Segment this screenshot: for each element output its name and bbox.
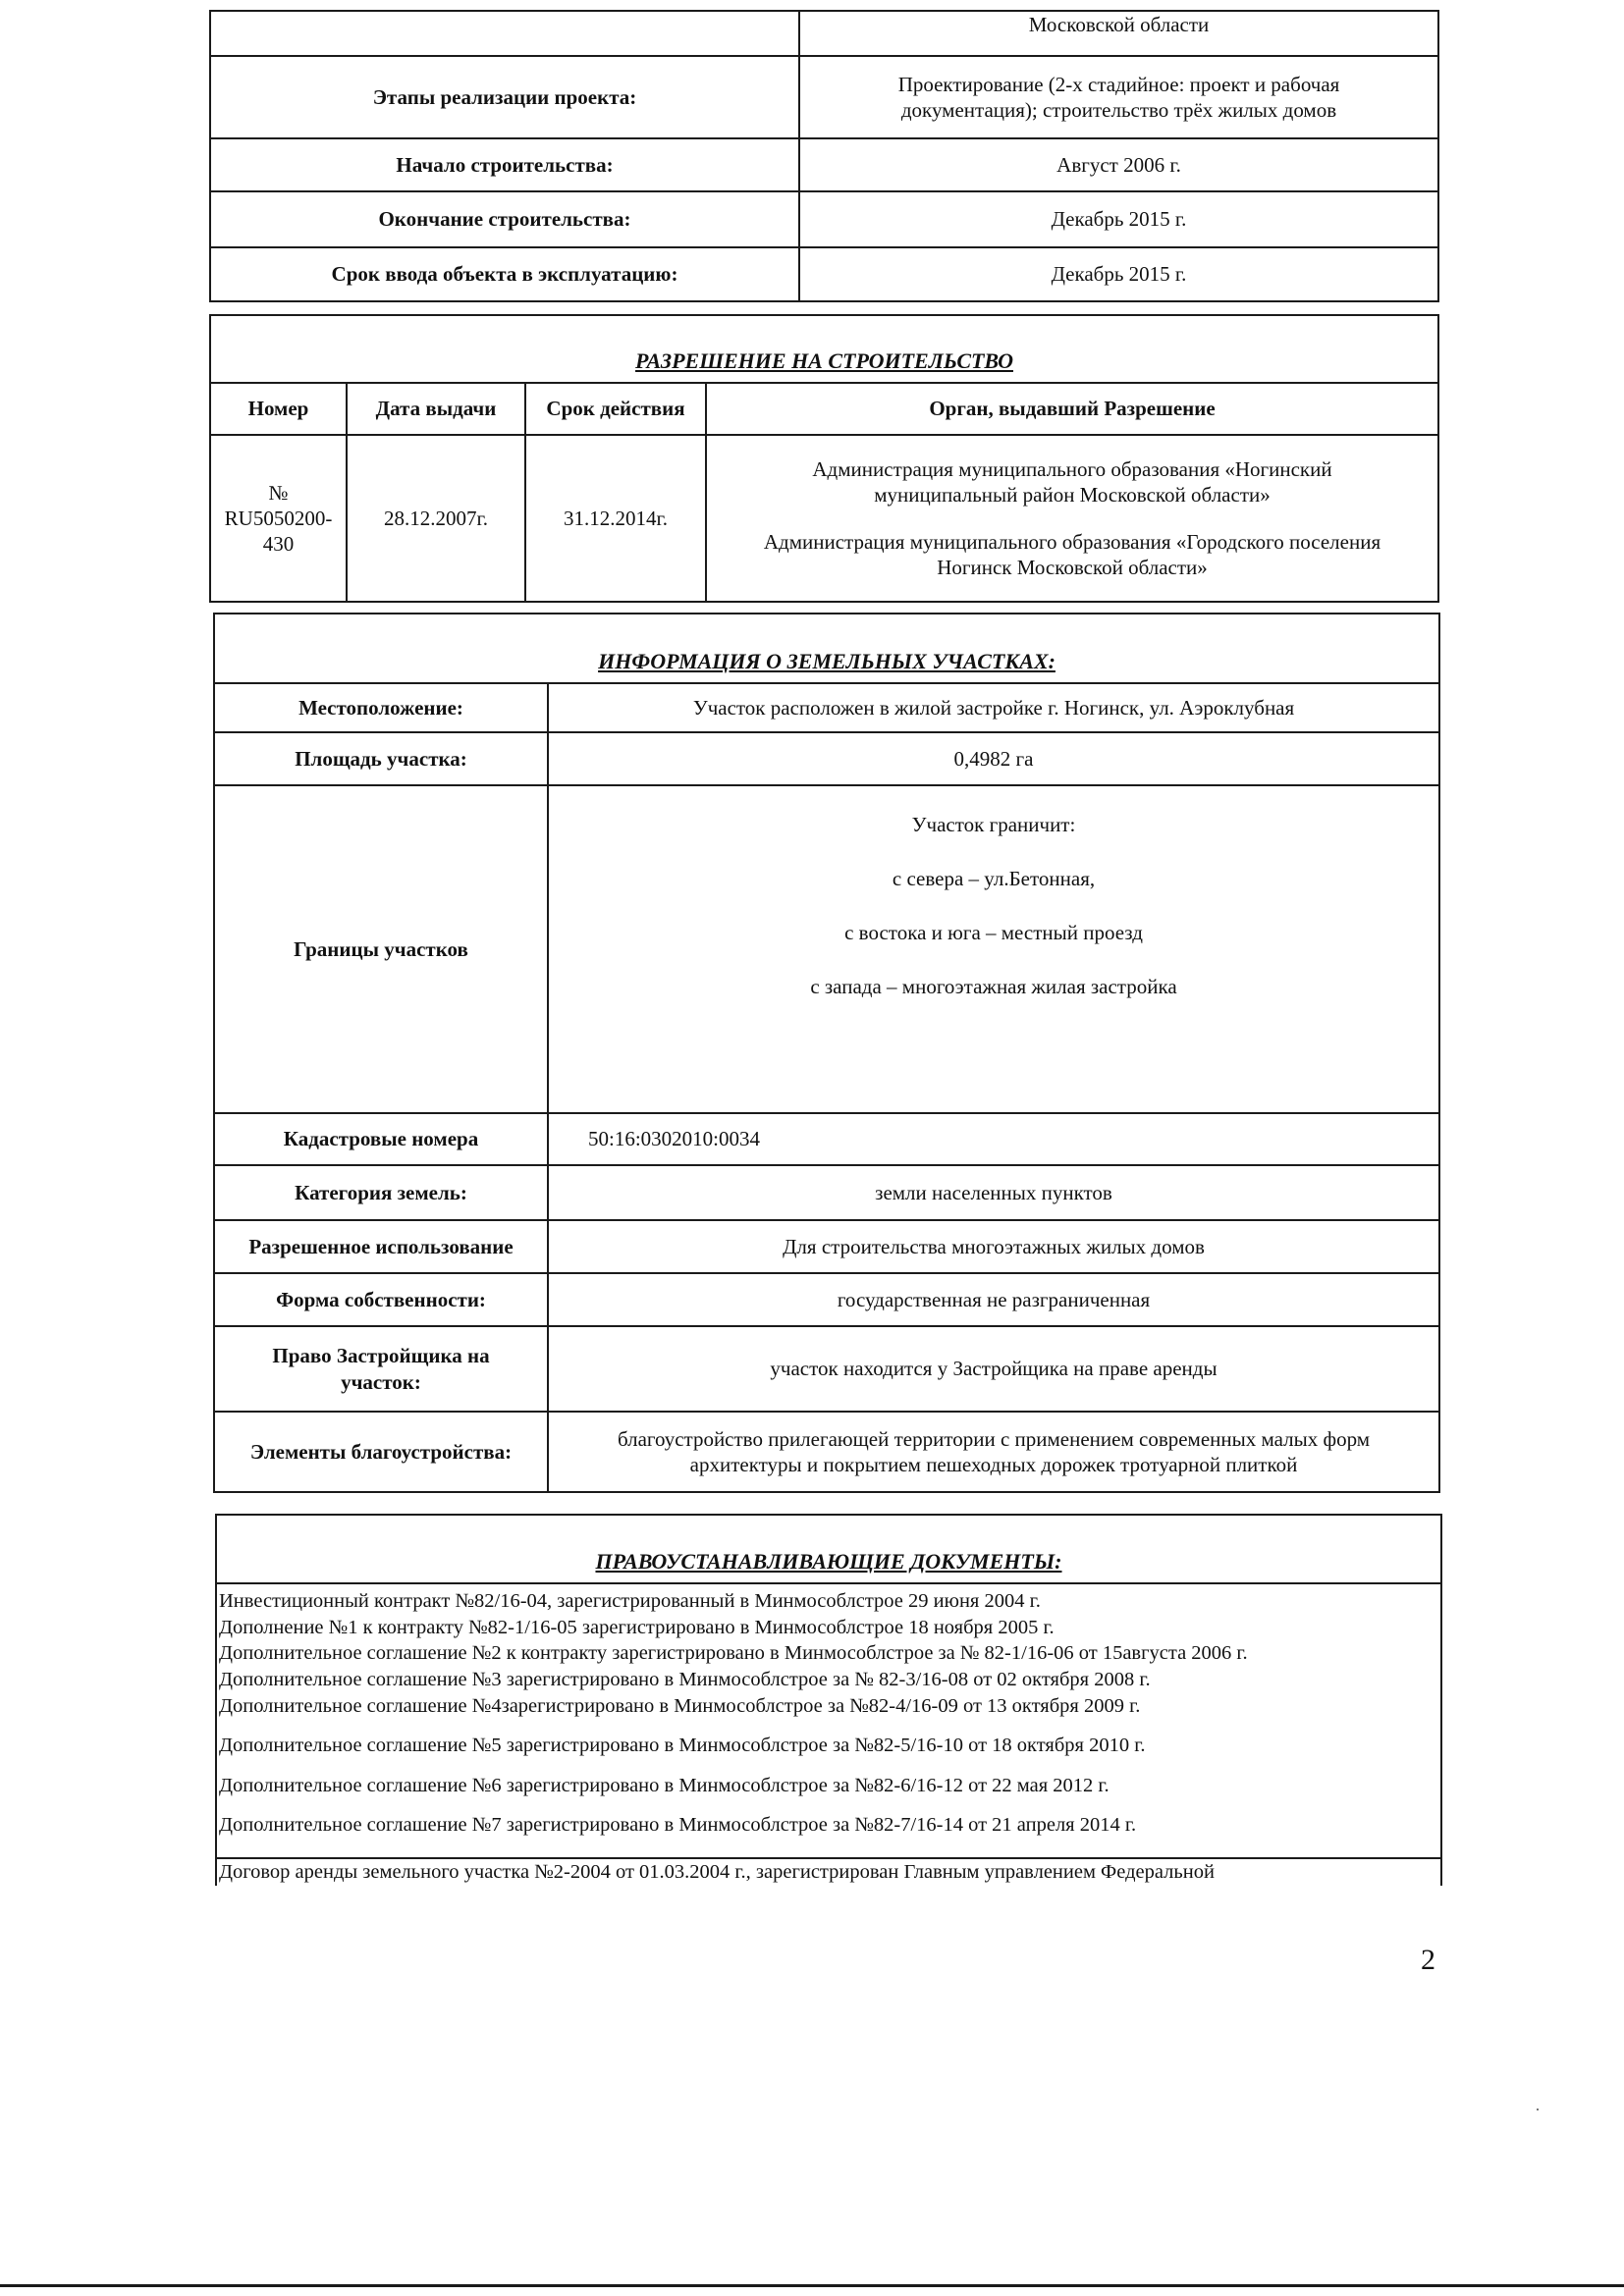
permit-title: РАЗРЕШЕНИЕ НА СТРОИТЕЛЬСТВО — [210, 315, 1438, 383]
end-label: Окончание строительства: — [210, 191, 799, 247]
location-value: Участок расположен в жилой застройке г. Ногинск, ул. Аэроклубная — [548, 683, 1439, 732]
document-line: Инвестиционный контракт №82/16-04, зарегистрированный в Минмособлстрое 29 июня 2004 г. — [219, 1590, 1041, 1612]
start-value: Август 2006 г. — [799, 138, 1438, 191]
borders-intro: Участок граничит: — [911, 813, 1076, 836]
region-value: Московской области — [799, 11, 1438, 56]
land-table — [213, 613, 1440, 1493]
stages-value-line-1: Проектирование (2-х стадийное: проект и рабочая — [897, 72, 1340, 96]
document-line: Дополнительное соглашение №2 к контракту зарегистрировано в Минмособлстрое за № 82-1/16-06 от 15августа 2006 г. — [219, 1642, 1248, 1665]
category-label: Категория земель: — [214, 1165, 548, 1220]
right-value: участок находится у Застройщика на праве аренды — [548, 1326, 1439, 1412]
land-title: ИНФОРМАЦИЯ О ЗЕМЕЛЬНЫХ УЧАСТКАХ: — [214, 614, 1439, 683]
stages-value-line-2: документация); строительство трёх жилых домов — [900, 98, 1337, 122]
commission-label: Срок ввода объекта в эксплуатацию: — [210, 247, 799, 301]
borders-north: с севера – ул.Бетонная, — [892, 867, 1096, 890]
permit-number-line-1: № — [268, 480, 289, 505]
right-label-line-2: участок: — [341, 1369, 421, 1394]
permit-authority-1b: муниципальный район Московской области» — [874, 482, 1271, 507]
permit-valid-until: 31.12.2014г. — [525, 435, 706, 602]
commission-value: Декабрь 2015 г. — [799, 247, 1438, 301]
ownership-label: Форма собственности: — [214, 1273, 548, 1326]
right-label-line-1: Право Застройщика на — [272, 1344, 490, 1368]
document-line: Дополнение №1 к контракту №82-1/16-05 зарегистрировано в Минмособлстрое 18 ноября 2005 г. — [219, 1616, 1055, 1638]
documents-list — [216, 1583, 1441, 1858]
area-label: Площадь участка: — [214, 732, 548, 785]
lease-text: Договор аренды земельного участка №2-2004 от 01.03.2004 г., зарегистрирован Главным управлением Федеральной — [219, 1861, 1215, 1884]
use-label: Разрешенное использование — [214, 1220, 548, 1273]
permit-authority-2a: Администрация муниципального образования «Городского поселения — [763, 530, 1381, 554]
use-value: Для строительства многоэтажных жилых домов — [548, 1220, 1439, 1273]
improvement-value — [548, 1412, 1439, 1492]
region-label-cell — [210, 11, 799, 56]
borders-label: Границы участков — [214, 785, 548, 1113]
project-table — [209, 10, 1439, 302]
permit-header-validity: Срок действия — [525, 383, 706, 435]
lease-line — [216, 1858, 1441, 1886]
permit-issue-date: 28.12.2007г. — [347, 435, 525, 602]
location-label: Местоположение: — [214, 683, 548, 732]
stages-value — [799, 56, 1438, 138]
scan-edge-line — [0, 2284, 1624, 2287]
document-line: Дополнительное соглашение №7 зарегистрировано в Минмособлстрое за №82-7/16-14 от 21 апреля 2014 г. — [219, 1814, 1137, 1837]
permit-number — [210, 435, 347, 602]
end-value: Декабрь 2015 г. — [799, 191, 1438, 247]
cadastral-value: 50:16:0302010:0034 — [548, 1113, 1439, 1165]
permit-header-date: Дата выдачи — [347, 383, 525, 435]
permit-number-line-2: RU5050200- — [224, 506, 333, 530]
improvement-value-line-1: благоустройство прилегающей территории с применением современных малых форм — [617, 1426, 1371, 1451]
document-line: Дополнительное соглашение №3 зарегистрировано в Минмособлстрое за № 82-3/16-08 от 02 октября 2008 г. — [219, 1668, 1151, 1690]
permit-header-number: Номер — [210, 383, 347, 435]
stages-label: Этапы реализации проекта: — [210, 56, 799, 138]
scan-speck — [1537, 2109, 1539, 2110]
document-line: Дополнительное соглашение №5 зарегистрировано в Минмособлстрое за №82-5/16-10 от 18 октября 2010 г. — [219, 1735, 1146, 1757]
category-value: земли населенных пунктов — [548, 1165, 1439, 1220]
borders-east-south: с востока и юга – местный проезд — [844, 921, 1143, 944]
document-line: Дополнительное соглашение №6 зарегистрировано в Минмособлстрое за №82-6/16-12 от 22 мая 2012 г. — [219, 1774, 1110, 1796]
permit-table — [209, 314, 1439, 603]
ownership-value: государственная не разграниченная — [548, 1273, 1439, 1326]
improvement-label: Элементы благоустройства: — [214, 1412, 548, 1492]
documents-title: ПРАВОУСТАНАВЛИВАЮЩИЕ ДОКУМЕНТЫ: — [216, 1515, 1441, 1583]
permit-authority-2b: Ногинск Московской области» — [937, 556, 1208, 580]
permit-authority-1a: Администрация муниципального образования «Ногинский — [812, 456, 1332, 481]
area-value: 0,4982 га — [548, 732, 1439, 785]
improvement-value-line-2: архитектуры и покрытием пешеходных дорожек тротуарной плиткой — [689, 1453, 1298, 1476]
permit-authority — [706, 435, 1438, 602]
documents-table — [215, 1514, 1442, 1886]
permit-header-authority: Орган, выдавший Разрешение — [706, 383, 1438, 435]
cadastral-label: Кадастровые номера — [214, 1113, 548, 1165]
start-label: Начало строительства: — [210, 138, 799, 191]
document-line: Дополнительное соглашение №4зарегистрировано в Минмособлстрое за №82-4/16-09 от 13 октября 2009 г. — [219, 1694, 1141, 1717]
right-label — [214, 1326, 548, 1412]
page-number: 2 — [1421, 1944, 1435, 1976]
borders-west: с запада – многоэтажная жилая застройка — [810, 975, 1177, 998]
borders-value — [548, 785, 1439, 1113]
permit-number-line-3: 430 — [262, 532, 295, 557]
